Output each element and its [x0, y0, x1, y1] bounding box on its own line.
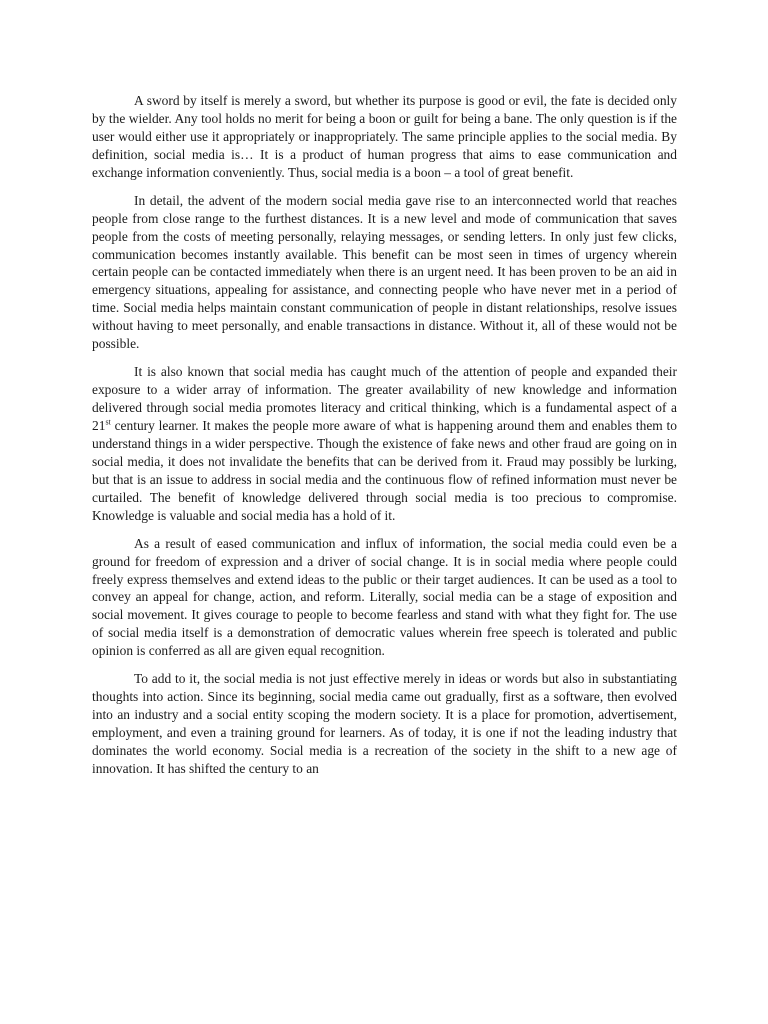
paragraph-3-text-b: century learner. It makes the people more aware of what is happening around them and enables them to understand things in a wider perspective. Though the existence of fake news and other fraud are going on in social media, it does not invalidate the benefits that can be derived from it. Fraud may possibly be lurking, but that is an issue to address in social media and the continuous flow of refined information must never be curtailed. The benefit of knowledge delivered through social media is too precious to compromise. Knowledge is valuable and social media has a hold of it. [92, 418, 677, 523]
paragraph-3 [92, 363, 677, 524]
paragraph-4: As a result of eased communication and influx of information, the social media could even be a ground for freedom of expression and a driver of social change. It is in social media where people could freely express themselves and extend ideas to the public or their target audiences. It can be used as a tool to convey an appeal for change, action, and reform. Literally, social media can be a stage of exposition and social movement. It gives courage to people to become fearless and stand with what they fight for. The use of social media itself is a demonstration of democratic values wherein free speech is tolerated and public opinion is conferred as all are given equal recognition. [92, 535, 677, 659]
paragraph-2: In detail, the advent of the modern social media gave rise to an interconnected world that reaches people from close range to the furthest distances. It is a new level and mode of communication that saves people from the costs of meeting personally, relaying messages, or sending letters. In only just few clicks, communication becomes instantly available. This benefit can be most seen in times of urgency wherein certain people can be contacted immediately when there is an urgent need. It has been proven to be an aid in emergency situations, appealing for assistance, and connecting people who have never met in a period of time. Social media helps maintain constant communication of people in distant relationships, resolve issues without having to meet personally, and enable transactions in distance. Without it, all of these would not be possible. [92, 192, 677, 352]
paragraph-5: To add to it, the social media is not just effective merely in ideas or words but also in substantiating thoughts into action. Since its beginning, social media came out gradually, first as a software, then evolved into an industry and a social entity scoping the modern society. It is a place for promotion, advertisement, employment, and even a training ground for learners. As of today, it is one if not the leading industry that dominates the world economy. Social media is a recreation of the society in the shift to a new age of innovation. It has shifted the century to an [92, 671, 677, 776]
paragraph-1: A sword by itself is merely a sword, but whether its purpose is good or evil, the fate is decided only by the wielder. Any tool holds no merit for being a boon or guilt for being a bane. The only question is if the user would either use it appropriately or inappropriately. The same principle applies to the social media. By definition, social media is… It is a product of human progress that aims to ease communication and exchange information conveniently. Thus, social media is a boon – a tool of great benefit. [92, 93, 677, 180]
ordinal-superscript: st [105, 417, 111, 427]
paragraph-3-text-a: It is also known that social media has caught much of the attention of people and expanded their exposure to a wider array of information. The greater availability of new knowledge and information delivered through social media promotes literacy and critical thinking, which is a fundamental aspect of a 21 [92, 364, 677, 433]
document-page [92, 92, 677, 788]
